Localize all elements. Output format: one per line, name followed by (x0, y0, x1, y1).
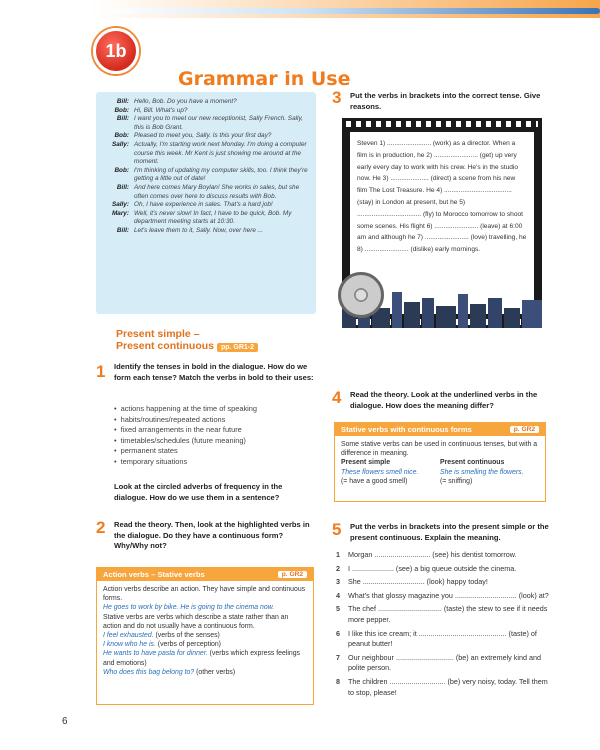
exercise-item: 2 I ..................... (see) a big queue outside the cinema. (336, 563, 517, 573)
list-item: • habits/routines/repeated actions (114, 415, 314, 426)
task-instruction: Put the verbs in brackets into the correct tense. Give reasons. (350, 91, 541, 111)
exercise-item: 8 The children ............................ (be) very noisy, today. Tell them to stop, please! (336, 676, 548, 697)
task-instruction: Read the theory. Then, look at the highlighted verbs in the dialogue. Do they have a continuous form? Why/Why not? (114, 520, 310, 550)
page-number: 6 (62, 716, 68, 727)
page-title: Grammar in Use (178, 68, 351, 90)
task-number: 3 (332, 88, 342, 107)
example-sentence: He wants to have pasta for dinner. (103, 650, 208, 658)
example-sentence: These flowers smell nice. (341, 468, 419, 476)
task-instruction: Put the verbs in brackets into the present simple or the present continuous. Explain the meaning. (350, 522, 549, 542)
dialogue-line: Sally: Oh, I have experience in sales. That's a hard job! (111, 201, 273, 209)
dialogue-line: Bill: Let's leave them to it, Sally. Now, over here ... (116, 226, 263, 234)
theory-title: Action verbs – Stative verbs (103, 570, 205, 579)
exercise-item: 6 I like this ice cream; it ............................................ (taste) of peanut butter! (336, 628, 537, 649)
exercise-item: 1 Morgan ............................ (see) his dentist tomorrow. (336, 550, 517, 559)
column-heading: Present simple (341, 459, 391, 467)
grammar-subheading: Present simple – Present continuous pp. GR1-2 (116, 328, 258, 354)
task-number: 5 (332, 520, 342, 539)
theory-title: Stative verbs with continuous forms (341, 425, 472, 434)
task-instruction: Read the theory. Look at the underlined verbs in the dialogue. How does the meaning differ? (350, 390, 538, 410)
uses-list (114, 404, 314, 467)
gap-fill-text: Steven 1) ........................ (work) as a director. When a film is in production, he 2) ........................ (get) up very early every day to work with his crew. He's in the studio now. He 3) ..................... (direct) a scene from his new film The Lost Treasure. He 4) ..................................... (stay) in London at present, but he 5) ................................... (fly) to Morocco tomorrow to shoot some scenes. His flight 6) ........................ (leave) at 6:00 am and although he 7) ........................ (love) travelling, he 8) ........................ (dislike) early mornings. (350, 132, 534, 314)
example-sentence: I feel exhausted. (103, 632, 154, 640)
dialogue-line: Bob: Hi, Bill. What's up? (114, 106, 188, 114)
film-perforations (346, 121, 538, 127)
unit-badge: 1b (93, 28, 139, 74)
list-item: • actions happening at the time of speaking (114, 404, 314, 415)
dialogue-line: Mary: Well, it's never slow! In fact, I have to be quick, Bob. My department meeting starts at 10:30. (111, 209, 292, 226)
example-sentence: I know who he is. (103, 641, 156, 649)
list-item: • permanent states (114, 446, 314, 457)
task-instruction: Identify the tenses in bold in the dialogue. How do we form each tense? Match the verbs in bold to their uses: (114, 362, 314, 382)
list-item: • temporary situations (114, 457, 314, 468)
grammar-reference-tag[interactable]: pp. GR1-2 (217, 343, 258, 352)
task-followup: Look at the circled adverbs of frequency in the dialogue. How do we use them in a sentence? (114, 482, 283, 502)
exercise-item: 7 Our neighbour ............................. (be) an extremely kind and polite person. (336, 652, 541, 673)
task-number: 2 (96, 518, 106, 537)
example-sentence: Who does this bag belong to? (103, 668, 195, 676)
dialogue-box (96, 92, 316, 314)
theory-text: Action verbs describe an action. They have simple and continuous forms. (103, 586, 306, 603)
dialogue-line: Bob: I'm thinking of updating my computer skills, too. I think they're getting a little out of date! (114, 166, 308, 183)
list-item: • fixed arrangements in the near future (114, 425, 314, 436)
exercise-item: 4 What's that glossy magazine you ............................... (look) at? (336, 590, 549, 600)
example-sentence: He goes to work by bike. He is going to the cinema now. (103, 604, 275, 612)
column-heading: Present continuous (440, 459, 505, 467)
exercise-item: 3 She ............................... (look) happy today! (336, 577, 488, 587)
list-item: • timetables/schedules (future meaning) (114, 436, 314, 447)
top-blue-stripe (110, 8, 600, 14)
exercise-item: 5 The chef ................................ (taste) the stew to see if it needs more pepper. (336, 604, 548, 624)
dialogue-line: Sally: Actually, I'm starting work next Monday. I'm doing a computer course this week. Mr Kent is just showing me around at the moment. (111, 140, 307, 166)
film-reel-icon (338, 272, 384, 318)
example-sentence: She is smelling the flowers. (440, 468, 524, 476)
theory-box-stative-continuous: Stative verbs with continuous forms p. GR2 Some stative verbs can be used in continuous tenses, but with a difference in meaning. Present simple These flowers smell nice. (= have a good smell) Present continuous She is smelling the flowers. (= sniffing) (334, 422, 546, 502)
dialogue-line: Bill: And here comes Mary Boylan! She works in sales, but she often comes over here to discuss results with Bob. (116, 183, 300, 200)
task-number: 4 (332, 388, 342, 407)
dialogue-line: Bill: Hello, Bob. Do you have a moment? (116, 98, 237, 105)
dialogue-line: Bill: I want you to meet our new receptionist, Sally French. Sally, this is Bob Grant. (116, 115, 303, 131)
grammar-reference-tag[interactable]: p. GR2 (278, 571, 307, 578)
theory-text: Some stative verbs can be used in continuous tenses, but with a difference in meaning. (341, 441, 538, 458)
task-number: 1 (96, 362, 106, 381)
theory-text: Stative verbs are verbs which describe a state rather than an action and do not usually have a continuous form. (103, 613, 289, 630)
dialogue-line: Bob: Pleased to meet you, Sally. Is this your first day? (114, 132, 272, 140)
theory-box-action-verbs: Action verbs – Stative verbs p. GR2 Action verbs describe an action. They have simple and continuous forms. He goes to work by bike. He is going to the cinema now. Stative verbs are verbs which describe a state rather than an action and do not usually have a continuous form. I feel exhausted. (verbs of the senses) I know who he is. (verbs of perception) He wants to have pasta for dinner. (verbs which express feelings and emotions) Who does this bag belong to? (other verbs) (96, 567, 314, 705)
exercise-list (336, 550, 550, 701)
grammar-reference-tag[interactable]: p. GR2 (510, 426, 539, 433)
